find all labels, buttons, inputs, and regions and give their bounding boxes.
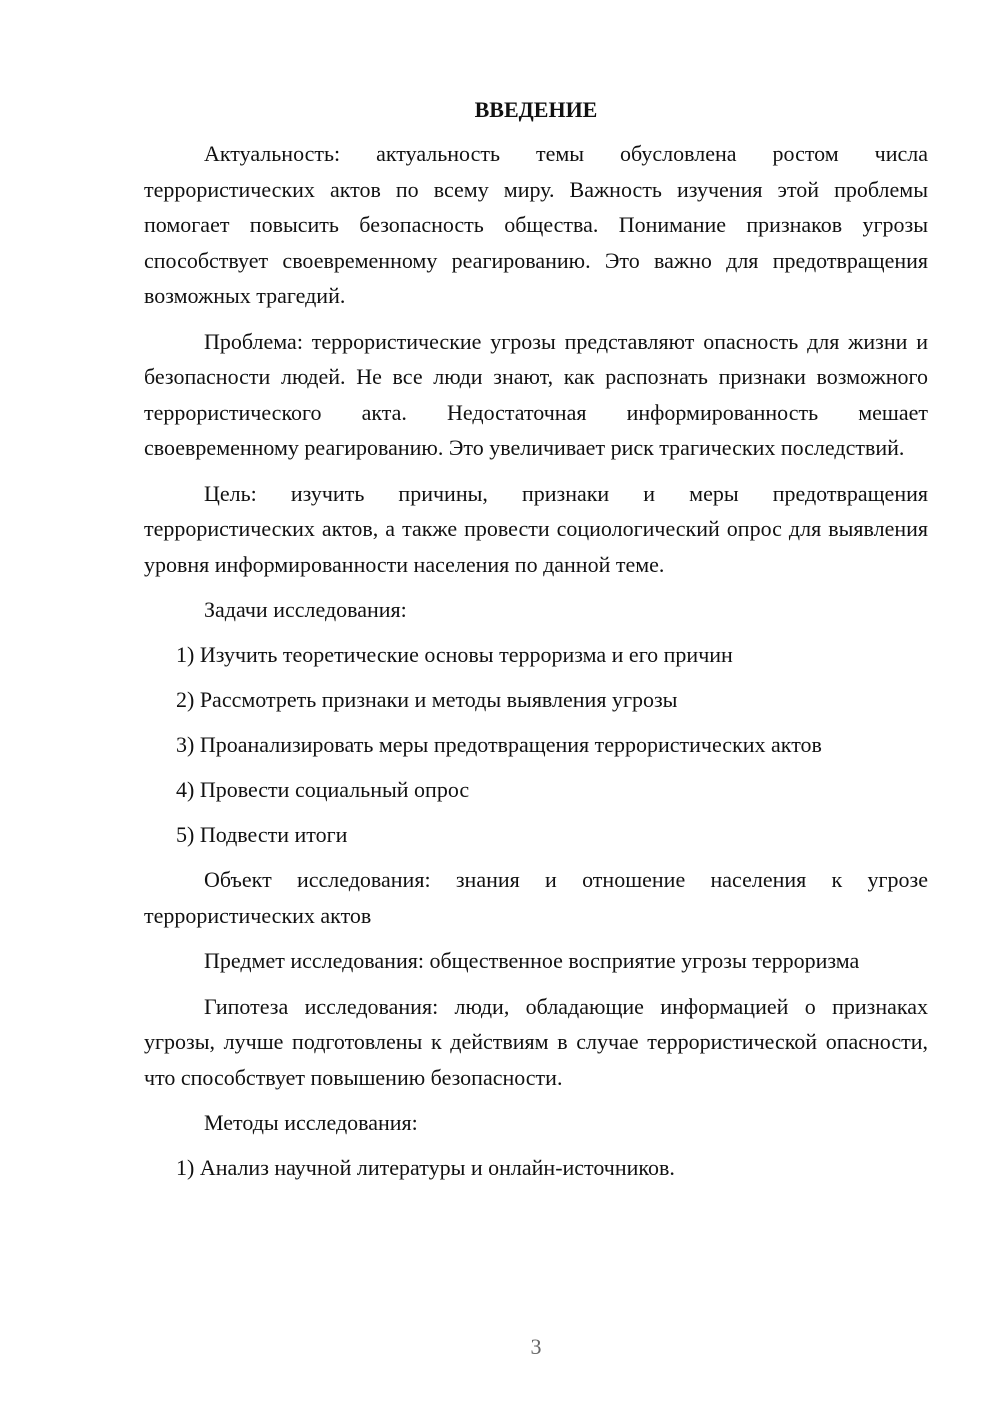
tasks-list: [144, 637, 928, 852]
page-number: 3: [530, 1334, 542, 1359]
methods-list: [144, 1150, 928, 1185]
tasks-heading: Задачи исследования:: [204, 597, 407, 622]
relevance-paragraph: Актуальность: актуальность темы обусловлена ростом числа террористических актов по всему миру. Важность изучения этой проблемы помогает повысить безопасность общества. Понимание признаков угрозы способствует своевременному реагированию. Это важно для предотвращения возможных трагедий.: [144, 141, 928, 308]
subject-paragraph: Предмет исследования: общественное восприятие угрозы терроризма: [204, 948, 860, 973]
page-title: ВВЕДЕНИЕ: [474, 97, 598, 122]
list-item: 1) Анализ научной литературы и онлайн-источников.: [176, 1155, 675, 1180]
methods-heading: Методы исследования:: [204, 1110, 418, 1135]
list-item: 1) Изучить теоретические основы терроризма и его причин: [176, 642, 733, 667]
list-item: 2) Рассмотреть признаки и методы выявления угрозы: [176, 687, 678, 712]
hypothesis-paragraph: Гипотеза исследования: люди, обладающие информацией о признаках угрозы, лучше подготовлены к действиям в случае террористической опасности, что способствует повышению безопасности.: [144, 993, 928, 1090]
object-paragraph: Объект исследования: знания и отношение населения к угрозе террористических актов: [144, 867, 928, 928]
list-item: 5) Подвести итоги: [176, 822, 348, 847]
goal-paragraph: Цель: изучить причины, признаки и меры предотвращения террористических актов, а также провести социологический опрос для выявления уровня информированности населения по данной теме.: [144, 480, 928, 577]
problem-paragraph: Проблема: террористические угрозы представляют опасность для жизни и безопасности людей. Не все люди знают, как распознать признаки возможного террористического акта. Недостаточная информированность мешает своевременному реагированию. Это увеличивает риск трагических последствий.: [144, 328, 928, 460]
document-page: [144, 92, 928, 1195]
list-item: 4) Провести социальный опрос: [176, 777, 470, 802]
list-item: 3) Проанализировать меры предотвращения террористических актов: [176, 732, 822, 757]
